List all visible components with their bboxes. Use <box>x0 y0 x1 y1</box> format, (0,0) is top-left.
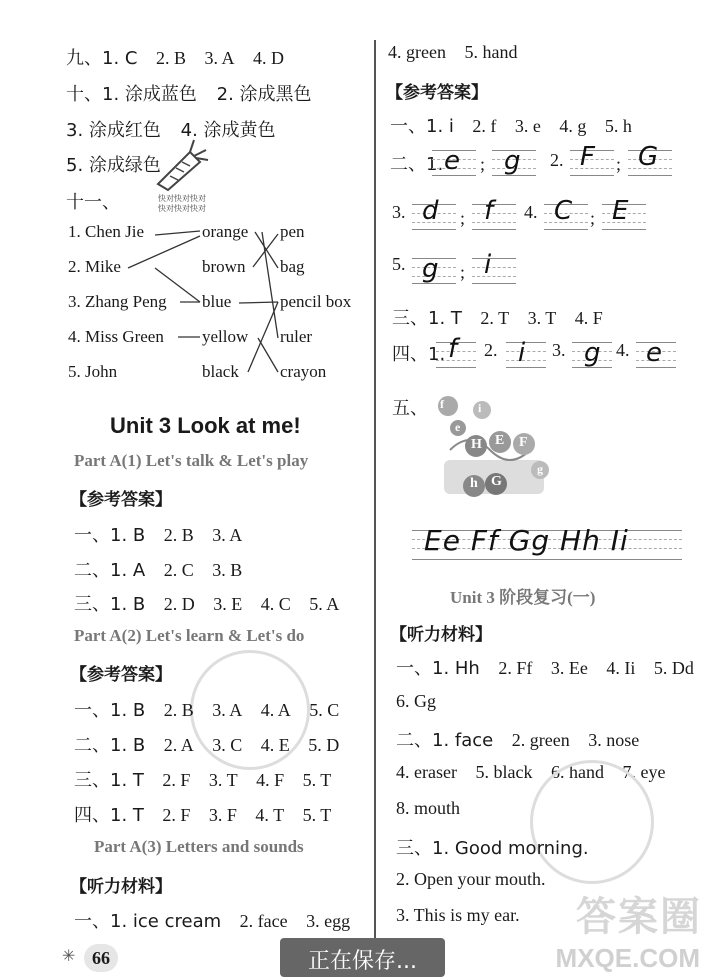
written-letter: e <box>646 338 662 368</box>
watermark-stamp <box>530 760 654 884</box>
listen-row1: 一、1. Hh 2. Ff 3. Ee 4. Ii 5. Dd <box>396 658 694 679</box>
written-letter: e <box>444 146 460 176</box>
separator: ; <box>460 262 466 282</box>
written-letter: g <box>422 254 439 284</box>
r3-label: 3. <box>392 202 406 222</box>
match-name: 2. Mike <box>68 257 121 276</box>
match-color: blue <box>202 292 232 311</box>
r7-label: 五、 <box>392 398 428 419</box>
writing-line <box>472 204 516 230</box>
balloon-letter: e <box>455 420 461 434</box>
listen-row5: 8. mouth <box>396 798 461 818</box>
match-line <box>155 268 200 302</box>
match-thing: bag <box>280 257 305 276</box>
part-a1-heading: Part A(1) Let's talk & Let's play <box>74 451 309 470</box>
matching-lines <box>0 0 372 400</box>
saving-toast: 正在保存... <box>280 938 445 977</box>
section-10-row1: 十、1. 涂成蓝色 2. 涂成黑色 <box>66 84 312 105</box>
match-color: black <box>202 362 239 381</box>
written-letter: g <box>584 338 601 368</box>
r3b-label: 4. <box>524 202 538 222</box>
r6-label: 4. <box>616 340 630 360</box>
a1-row2: 二、1. A 2. C 3. B <box>74 560 243 581</box>
page-number: 66 <box>84 944 118 972</box>
a2-row4: 四、1. T 2. F 3. F 4. T 5. T <box>74 805 332 826</box>
separator: ; <box>460 208 466 228</box>
match-thing: pencil box <box>280 292 352 311</box>
section-11-label: 十一、 <box>66 192 120 213</box>
r2b-label: 2. <box>550 150 564 170</box>
match-thing: crayon <box>280 362 327 381</box>
section-10-row2: 3. 涂成红色 4. 涂成黄色 <box>66 120 276 141</box>
written-letter: g <box>504 146 521 176</box>
a1-row1: 一、1. B 2. B 3. A <box>74 525 243 546</box>
sticker-text: 快对快对快对 快对快对快对 <box>158 194 206 213</box>
match-color: yellow <box>202 327 249 346</box>
a2-row3: 三、1. T 2. F 3. T 4. F 5. T <box>74 770 332 791</box>
a2-row2: 二、1. B 2. A 3. C 4. E 5. D <box>74 735 340 756</box>
balloon-letter: H <box>471 437 482 452</box>
watermark-logo: 答案圈 <box>576 895 702 939</box>
right-row5: 三、1. T 2. T 3. T 4. F <box>392 308 603 329</box>
match-color: orange <box>202 222 249 241</box>
section-9: 九、1. C 2. B 3. A 4. D <box>66 48 284 69</box>
part-a3-heading: Part A(3) Letters and sounds <box>94 837 304 856</box>
balloon-letter: F <box>519 435 528 450</box>
star-icon: ✳ <box>62 948 76 965</box>
right-row1: 一、1. i 2. f 3. e 4. g 5. h <box>390 116 632 137</box>
listen-row7: 2. Open your mouth. <box>396 869 546 889</box>
r6-label: 四、1. <box>392 344 446 365</box>
match-name: 3. Zhang Peng <box>68 292 167 311</box>
written-letter: i <box>484 250 492 280</box>
a1-row3: 三、1. B 2. D 3. E 4. C 5. A <box>74 594 340 615</box>
written-letter: E <box>612 196 629 226</box>
written-letter: F <box>580 142 595 172</box>
match-line <box>155 231 200 235</box>
match-name: 5. John <box>68 362 118 381</box>
unit-title: Unit 3 Look at me! <box>110 413 301 438</box>
r2-label: 二、1. <box>390 154 444 175</box>
listen-row6: 三、1. Good morning. <box>396 838 589 859</box>
answer-label: 【参考答案】 <box>386 83 488 103</box>
unit-review-heading: Unit 3 阶段复习(一) <box>450 588 596 607</box>
r4-label: 5. <box>392 254 406 274</box>
written-letter: i <box>518 338 526 368</box>
written-letter: C <box>554 196 573 226</box>
listening-label: 【听力材料】 <box>70 877 172 897</box>
right-row0: 4. green 5. hand <box>388 42 518 62</box>
written-letter: f <box>448 334 458 364</box>
balloon-letter: h <box>470 476 478 491</box>
section-10-row3: 5. 涂成绿色 <box>66 155 161 176</box>
match-name: 1. Chen Jie <box>68 222 145 241</box>
watermark-url: MXQE.COM <box>555 943 700 973</box>
a2-row1: 一、1. B 2. B 3. A 4. A 5. C <box>74 700 340 721</box>
match-color: brown <box>202 257 246 276</box>
match-name: 4. Miss Green <box>68 327 164 346</box>
written-letter: d <box>422 196 439 226</box>
a3-row1: 一、1. ice cream 2. face 3. egg <box>74 911 351 932</box>
separator: ; <box>616 154 622 174</box>
match-line <box>128 236 200 268</box>
column-divider <box>374 40 376 940</box>
written-letter: f <box>484 196 494 226</box>
r6-label: 3. <box>552 340 566 360</box>
balloon-letter: i <box>478 401 482 415</box>
writing-line <box>506 342 546 368</box>
copied-letters: Ee Ff Gg Hh Ii <box>424 524 629 557</box>
answer-label: 【参考答案】 <box>70 665 172 685</box>
balloon-letter: E <box>495 433 505 448</box>
listen-row8: 3. This is my ear. <box>396 905 520 925</box>
listen-row3: 二、1. face 2. green 3. nose <box>396 730 640 751</box>
written-letter: G <box>638 142 659 172</box>
r6-label: 2. <box>484 340 498 360</box>
answer-label: 【参考答案】 <box>70 490 172 510</box>
writing-line <box>472 258 516 284</box>
listen-row4: 4. eraser 5. black 6. hand 7. eye <box>396 762 666 782</box>
balloon-letter: g <box>537 462 543 476</box>
match-thing: pen <box>280 222 305 241</box>
separator: ; <box>590 208 596 228</box>
match-thing: ruler <box>280 327 313 346</box>
part-a2-heading: Part A(2) Let's learn & Let's do <box>74 626 305 645</box>
listening-label: 【听力材料】 <box>390 625 492 645</box>
balloon-letter: G <box>491 474 502 489</box>
separator: ; <box>480 154 486 174</box>
balloon-letter: f <box>440 397 444 411</box>
listen-row2: 6. Gg <box>396 691 436 711</box>
